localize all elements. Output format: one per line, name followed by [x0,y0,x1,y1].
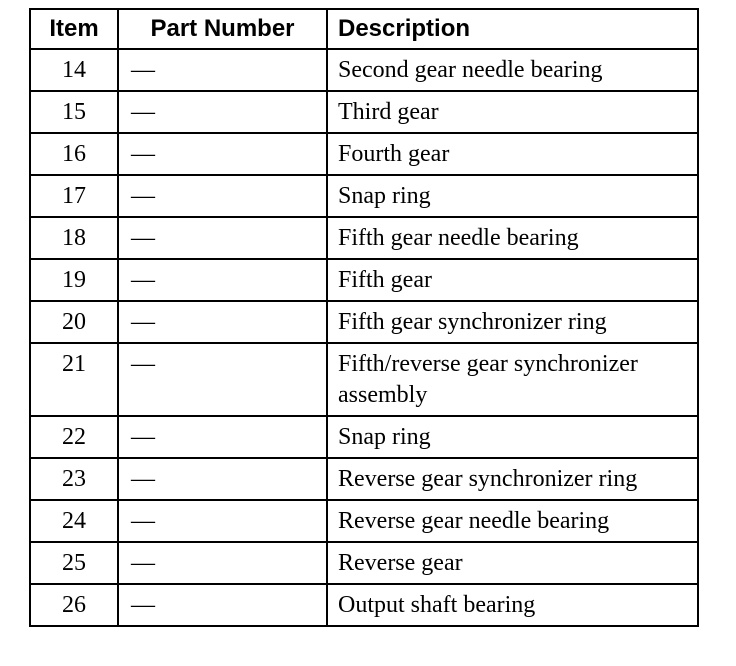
item-number: 26 [30,584,118,626]
header-description: Description [327,9,698,49]
header-part-number: Part Number [118,9,327,49]
table-header [30,9,698,49]
part-number: — [118,584,327,626]
table-row [30,133,698,175]
description: Fifth gear [327,259,698,301]
description: Reverse gear synchronizer ring [327,458,698,500]
part-number: — [118,458,327,500]
item-number: 15 [30,91,118,133]
part-number: — [118,217,327,259]
item-number: 19 [30,259,118,301]
part-number: — [118,175,327,217]
description: Snap ring [327,175,698,217]
table-row [30,500,698,542]
table-body [30,49,698,626]
header-item: Item [30,9,118,49]
table-row [30,259,698,301]
parts-table [29,8,699,627]
part-number: — [118,500,327,542]
item-number: 23 [30,458,118,500]
part-number: — [118,91,327,133]
table-row [30,343,698,416]
description: Reverse gear [327,542,698,584]
description: Reverse gear needle bearing [327,500,698,542]
item-number: 22 [30,416,118,458]
table-row [30,458,698,500]
description: Second gear needle bearing [327,49,698,91]
item-number: 20 [30,301,118,343]
description: Fourth gear [327,133,698,175]
table-row [30,416,698,458]
item-number: 24 [30,500,118,542]
table-row [30,217,698,259]
part-number: — [118,343,327,416]
part-number: — [118,416,327,458]
item-number: 25 [30,542,118,584]
table-row [30,301,698,343]
table-row [30,49,698,91]
description: Fifth gear synchronizer ring [327,301,698,343]
part-number: — [118,133,327,175]
part-number: — [118,542,327,584]
table-row [30,91,698,133]
part-number: — [118,301,327,343]
description: Fifth/reverse gear synchronizer assembly [327,343,698,416]
item-number: 16 [30,133,118,175]
table-row [30,542,698,584]
part-number: — [118,49,327,91]
header-row [30,9,698,49]
item-number: 21 [30,343,118,416]
description: Third gear [327,91,698,133]
table-row [30,584,698,626]
item-number: 17 [30,175,118,217]
part-number: — [118,259,327,301]
table-row [30,175,698,217]
description: Fifth gear needle bearing [327,217,698,259]
description: Snap ring [327,416,698,458]
description: Output shaft bearing [327,584,698,626]
item-number: 14 [30,49,118,91]
item-number: 18 [30,217,118,259]
